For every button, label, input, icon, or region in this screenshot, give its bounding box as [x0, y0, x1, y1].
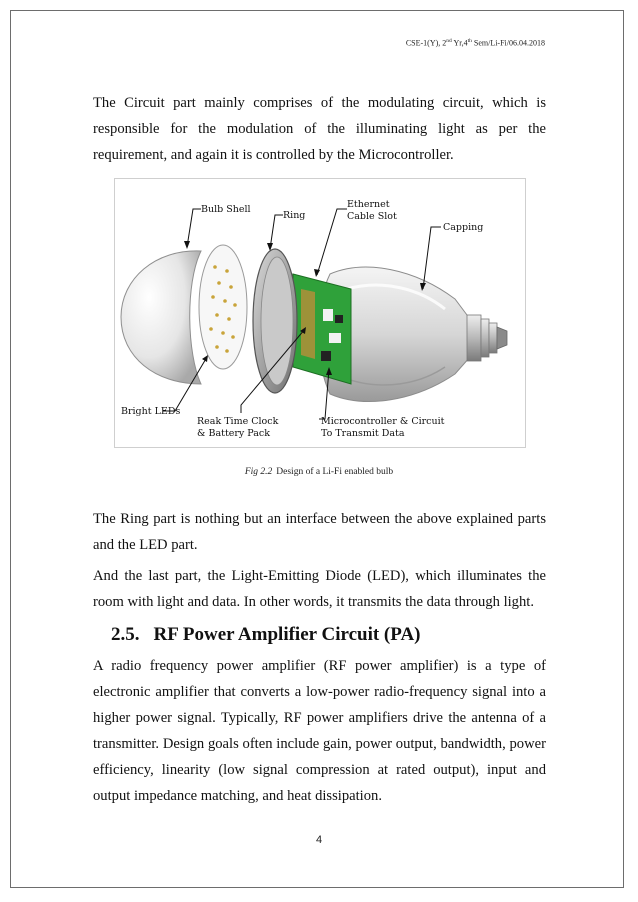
- label-ring: Ring: [283, 210, 306, 221]
- paragraph-rf-amplifier: A radio frequency power amplifier (RF power amplifier) is a type of electronic amplifier that converts a low-power radio-frequency signal into a higher power signal. Typically, RF power amplifiers drive the antenna of a transmitter. Design goals often include gain, power output, bandwidth, power efficiency, linearity (low signal compression at rated output), input and output impedance matching, and heat dissipation.: [93, 658, 546, 804]
- bulb-shell-dome: [121, 251, 201, 384]
- circuit-board: [293, 274, 351, 384]
- page-header: CSE-1(Y), 2nd Yr,4th Sem/Li-Fi/06.04.2018: [405, 38, 545, 48]
- capping-base: [467, 315, 507, 361]
- label-ethernet-line2: Cable Slot: [347, 211, 397, 222]
- figure-caption: Fig 2.2 Design of a Li-Fi enabled bulb: [244, 467, 394, 477]
- label-rtc-line2: & Battery Pack: [197, 428, 271, 439]
- ring-part: [253, 249, 297, 393]
- page-number: 4: [315, 834, 323, 846]
- label-rtc-line1: Reak Time Clock: [197, 416, 279, 427]
- label-bulb-shell: Bulb Shell: [201, 204, 251, 215]
- label-micro-line1: Microcontroller & Circuit: [321, 416, 445, 427]
- paragraph-circuit: The Circuit part mainly comprises of the modulating circuit, which is responsible for the modulation of the illuminating light as per the requirement, and again it is controlled by the Microcontroller.: [93, 95, 546, 163]
- figure-lifi-bulb: [114, 178, 526, 448]
- label-bright-leds: Bright LEDs: [121, 406, 181, 417]
- label-micro-line2: To Transmit Data: [321, 428, 405, 439]
- label-ethernet-line1: Ethernet: [347, 199, 390, 210]
- paragraph-ring: The Ring part is nothing but an interface between the above explained parts and the LED part.: [93, 511, 546, 553]
- section-heading: 2.5. RF Power Amplifier Circuit (PA): [111, 624, 421, 645]
- led-plate: [199, 245, 247, 369]
- label-capping: Capping: [443, 222, 484, 233]
- paragraph-led: And the last part, the Light-Emitting Diode (LED), which illuminates the room with light and data. In other words, it transmits the data through light.: [93, 568, 546, 610]
- bulb-diagram: [115, 179, 527, 449]
